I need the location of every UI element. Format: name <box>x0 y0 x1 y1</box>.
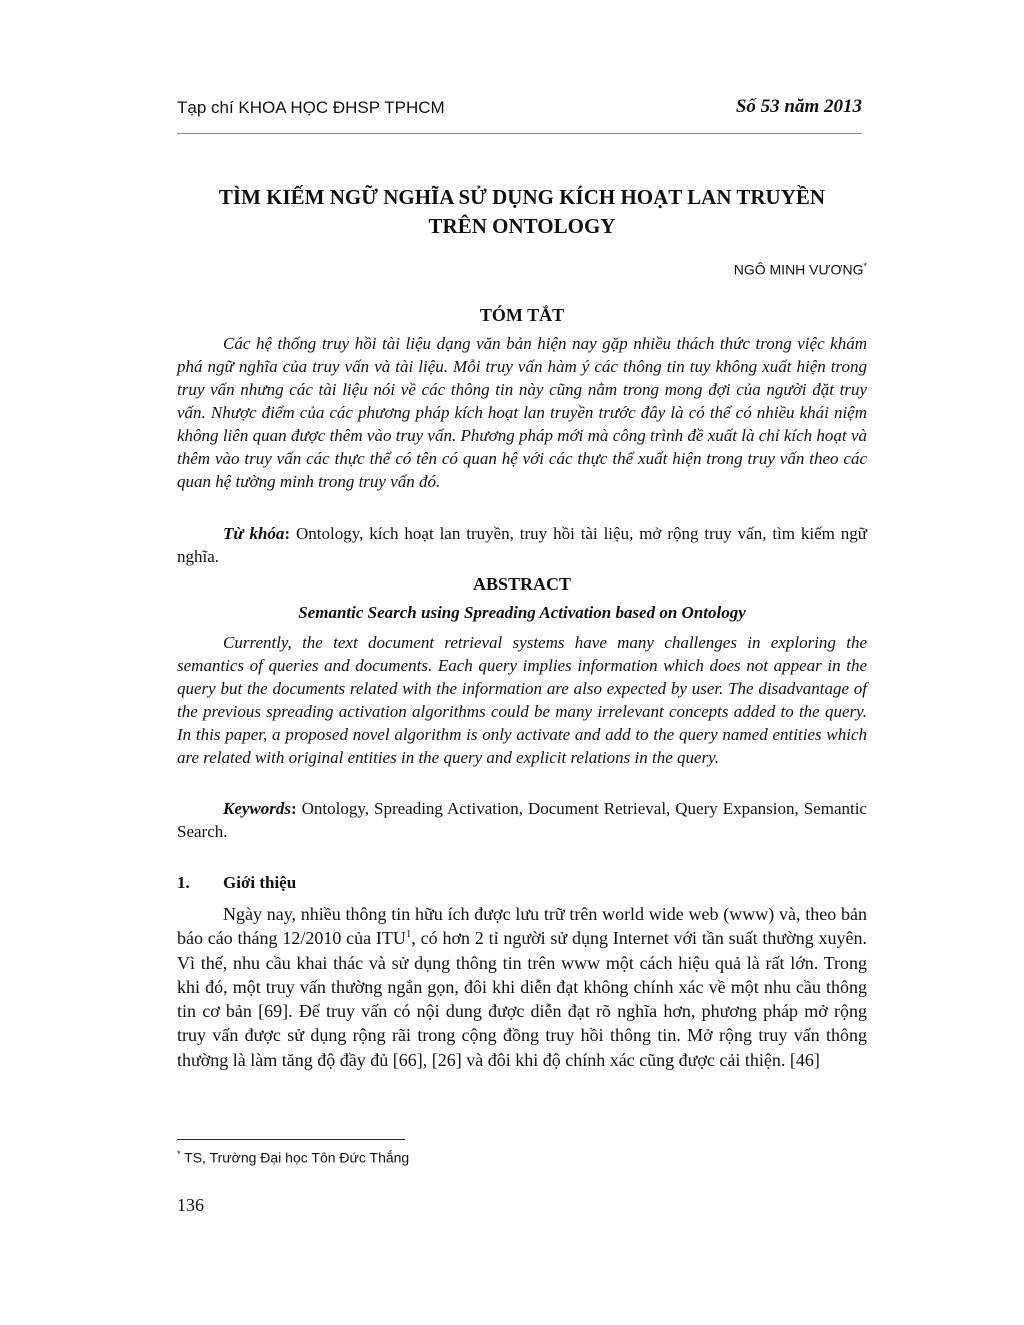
english-keywords: Keywords: Ontology, Spreading Activation, Document Retrieval, Query Expansion, Semantic Search. <box>177 799 867 841</box>
journal-name: Tạp chí KHOA HỌC ĐHSP TPHCM <box>177 98 445 117</box>
english-abstract-text: Currently, the text document retrieval systems have many challenges in exploring the semantics of queries and documents. Each query implies information which does not appear in the query but the documents related with the information are also expected by user. The disadvantage of the previous spreading activation algorithms could be many irrelevant concepts added to the query. In this paper, a proposed novel algorithm is only activate and add to the query named entities which are related with original entities in the query and explicit relations in the query. <box>177 633 867 767</box>
section-body-text <box>177 902 867 1072</box>
footnote <box>177 1149 409 1166</box>
english-keywords-text: Ontology, Spreading Activation, Document Retrieval, Query Expansion, Semantic Search. <box>177 799 867 841</box>
page-header <box>177 98 862 124</box>
author-name: NGÔ MINH VƯƠNG <box>733 261 864 278</box>
footnote-divider <box>177 1139 405 1140</box>
body-text-part-1: Ngày nay, nhiều thông tin hữu ích được lưu trữ trên world wide web (www) và, theo bản báo cáo tháng 12/2010 của ITU <box>177 904 867 949</box>
author <box>734 261 867 278</box>
footnote-text: TS, Trường Đại học Tôn Đức Thắng <box>184 1149 410 1166</box>
vietnamese-keywords: Từ khóa: Ontology, kích hoạt lan truyền, truy hồi tài liệu, mở rộng truy vấn, tìm kiếm ngữ nghĩa. <box>177 524 867 566</box>
footnote-marker: * <box>177 1149 181 1159</box>
paper-title <box>177 183 867 241</box>
english-abstract-heading: ABSTRACT <box>472 574 572 594</box>
vietnamese-keywords-label: Từ khóa <box>223 524 285 543</box>
footnote-reference: 1 <box>405 928 412 941</box>
title-line-2: TRÊN ONTOLOGY <box>428 214 616 238</box>
issue-number: Số 53 năm 2013 <box>735 96 862 117</box>
page-number: 136 <box>177 1195 204 1215</box>
section-title: Giới thiệu <box>223 873 297 892</box>
title-line-1: TÌM KIẾM NGỮ NGHĨA SỬ DỤNG KÍCH HOẠT LAN TRUYỀN <box>218 185 826 209</box>
section-heading <box>177 873 296 893</box>
section-number: 1. <box>177 873 190 892</box>
author-footnote-marker: * <box>863 261 867 271</box>
vietnamese-keywords-text: Ontology, kích hoạt lan truyền, truy hồi tài liệu, mở rộng truy vấn, tìm kiếm ngữ nghĩa. <box>177 524 867 566</box>
vietnamese-abstract-text: Các hệ thống truy hồi tài liệu dạng văn bản hiện nay gặp nhiều thách thức trong việc khám phá ngữ nghĩa của truy vấn và tài liệu. Mỗi truy vấn hàm ý các thông tin tuy không xuất hiện trong truy vấn nhưng các tài liệu nói về các thông tin này cũng nằm trong mong đợi của người đặt truy vấn. Nhược điểm của các phương pháp kích hoạt lan truyền trước đây là có thể có nhiều khái niệm không liên quan được thêm vào truy vấn. Phương pháp mới mà công trình đề xuất là chỉ kích hoạt và thêm vào truy vấn các thực thể có tên có quan hệ với các thực thể xuất hiện trong truy vấn theo các quan hệ tường minh trong truy vấn đó. <box>177 334 867 491</box>
body-text-part-2: , có hơn 2 tỉ người sử dụng Internet với tần suất thường xuyên. Vì thế, nhu cầu khai thác và sử dụng thông tin trên www một cách hiệu quả là rất lớn. Trong khi đó, một truy vấn thường ngắn gọn, đôi khi diễn đạt không chính xác về một nhu cầu thông tin cơ bản [69]. Để truy vấn có nội dung được diễn đạt rõ nghĩa hơn, phương pháp mở rộng truy vấn được sử dụng rộng rãi trong cộng đồng truy hồi thông tin. Mở rộng truy vấn thông thường là làm tăng độ đầy đủ [66], [26] và đôi khi độ chính xác cũng được cải thiện. [46] <box>177 928 867 1070</box>
header-divider <box>177 133 862 134</box>
english-abstract-subtitle: Semantic Search using Spreading Activation based on Ontology <box>298 603 746 622</box>
vietnamese-abstract-heading: TÓM TẮT <box>479 305 565 325</box>
english-keywords-label: Keywords <box>223 799 291 818</box>
